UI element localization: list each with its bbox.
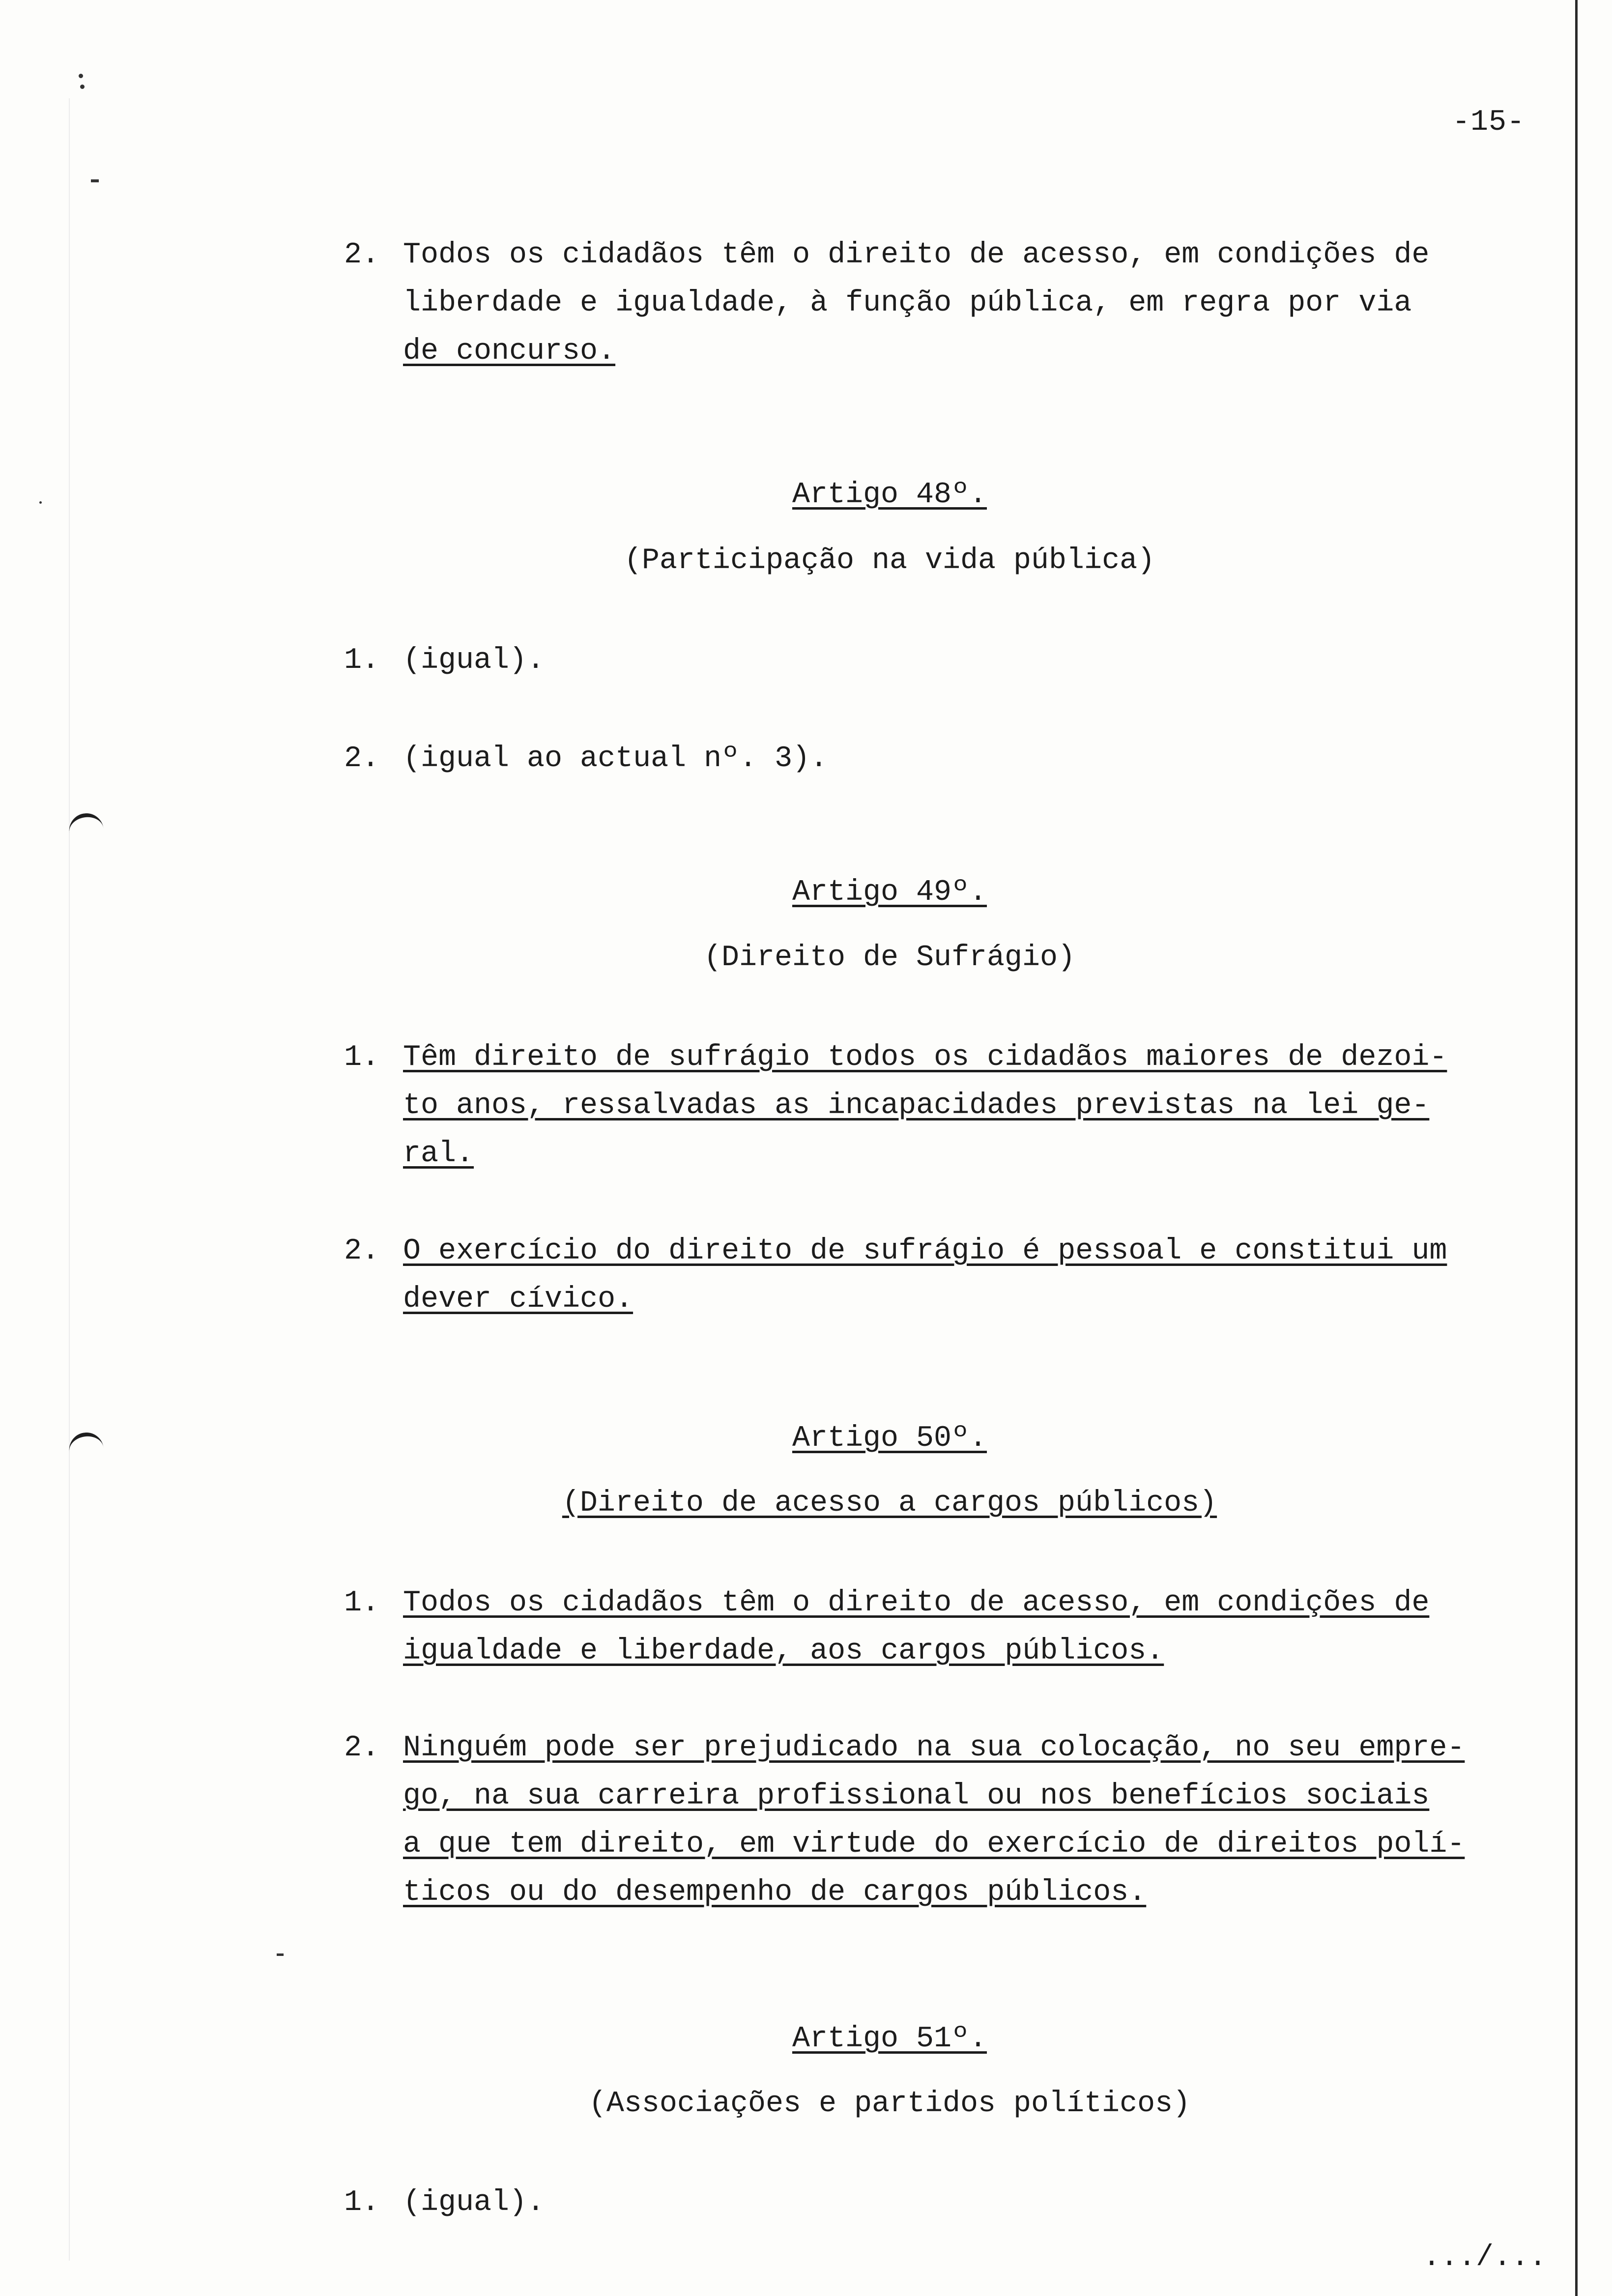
article-subtitle: (Associações e partidos políticos) [588, 2087, 1191, 2121]
text-line: de concurso. [403, 335, 616, 368]
text-line: to anos, ressalvadas as incapacidades previstas na lei ge- [403, 1089, 1430, 1122]
item-number: 1. [344, 644, 380, 677]
item-number: 2. [344, 742, 380, 775]
item-number: 1. [344, 2186, 380, 2219]
text-line: go, na sua carreira profissional ou nos benefícios sociais [403, 1779, 1430, 1813]
margin-dot [80, 85, 85, 89]
paragraph-access-public-function [344, 231, 1563, 375]
list-item [344, 2179, 1563, 2227]
page-number: -15- [1452, 106, 1526, 139]
page-edge-line [1575, 0, 1578, 2296]
continuation-mark: .../... [1423, 2241, 1547, 2274]
list-item [344, 735, 1563, 783]
list-item [344, 1579, 1563, 1675]
list-item [344, 1724, 1563, 1917]
item-text: (igual). [403, 644, 545, 677]
paragraph-number: 2. [344, 238, 380, 272]
faint-margin-line [69, 98, 70, 2261]
item-number: 1. [344, 1041, 380, 1074]
list-item [344, 1227, 1563, 1323]
article-title: Artigo 49º. [792, 876, 987, 909]
text-line: ticos ou do desempenho de cargos públicos. [403, 1876, 1147, 1909]
binder-hole-mark [67, 811, 105, 844]
article-subtitle: (Direito de acesso a cargos públicos) [562, 1487, 1217, 1520]
article-title: Artigo 50º. [792, 1422, 987, 1455]
text-line: igualdade e liberdade, aos cargos públicos. [403, 1635, 1164, 1668]
list-item [344, 636, 1563, 685]
item-number: 1. [344, 1586, 380, 1620]
margin-dot [79, 74, 83, 78]
text-line: dever cívico. [403, 1283, 633, 1316]
text-line: Todos os cidadãos têm o direito de acesso, em condições de [403, 1586, 1430, 1620]
text-line: Ninguém pode ser prejudicado na sua colocação, no seu empre- [403, 1731, 1465, 1765]
list-item [344, 1033, 1563, 1178]
text-line: liberdade e igualdade, à função pública, em regra por via [403, 287, 1412, 320]
item-number: 2. [344, 1731, 380, 1765]
text-line: Têm direito de sufrágio todos os cidadãos maiores de dezoi- [403, 1041, 1447, 1074]
item-text: (igual). [403, 2186, 545, 2219]
article-subtitle: (Direito de Sufrágio) [703, 941, 1076, 975]
article-subtitle: (Participação na vida pública) [624, 544, 1155, 577]
margin-dash [91, 179, 99, 182]
item-number: 2. [344, 1234, 380, 1268]
text-line: O exercício do direito de sufrágio é pessoal e constitui um [403, 1234, 1447, 1268]
text-line: a que tem direito, em virtude do exercício de direitos polí- [403, 1828, 1465, 1861]
article-title: Artigo 48º. [792, 478, 987, 512]
article-title: Artigo 51º. [792, 2022, 987, 2056]
item-text: (igual ao actual nº. 3). [403, 742, 828, 775]
text-line: Todos os cidadãos têm o direito de acesso, em condições de [403, 238, 1430, 272]
text-line: ral. [403, 1137, 474, 1171]
margin-dot [277, 1953, 284, 1956]
